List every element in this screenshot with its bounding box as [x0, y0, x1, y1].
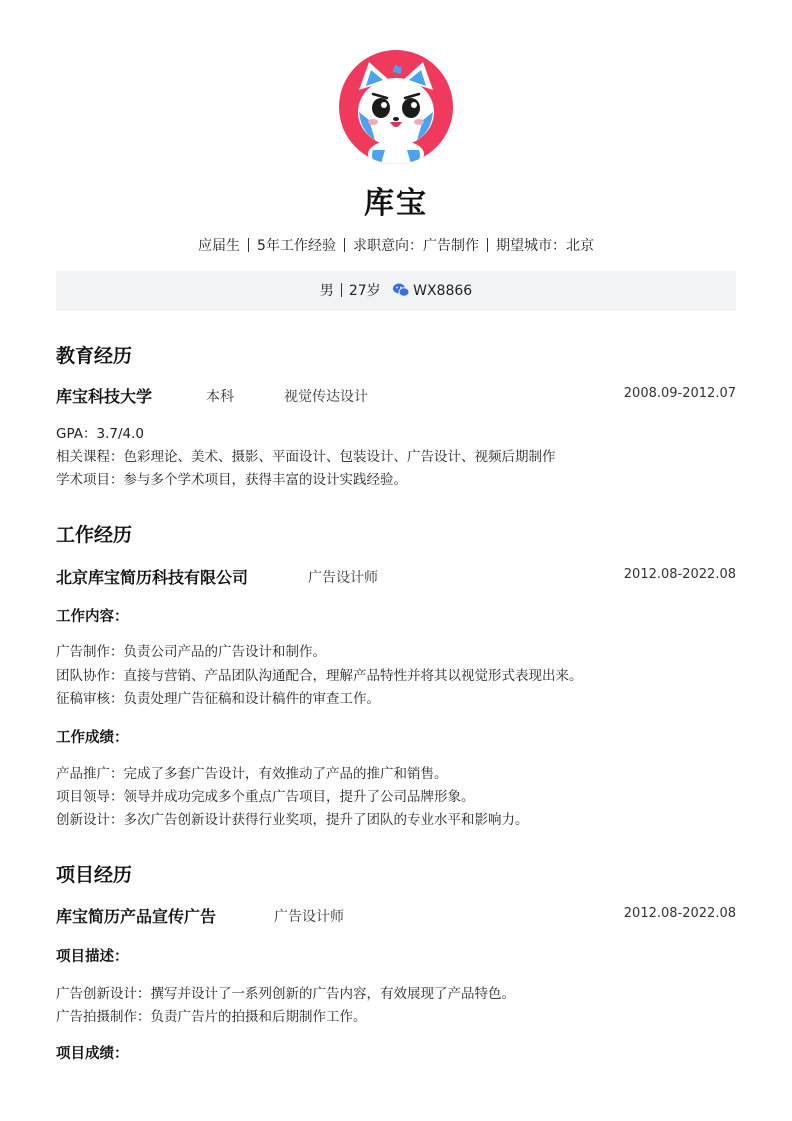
work-results-title: 工作成绩：	[56, 730, 129, 746]
expected-city-text: 期望城市：北京	[495, 238, 594, 254]
divider	[487, 238, 488, 252]
education-line: 相关课程：色彩理论、美术、摄影、平面设计、包装设计、广告设计、视频后期制作	[56, 449, 556, 465]
company-name: 北京库宝简历科技有限公司	[56, 568, 249, 587]
work-row	[56, 565, 736, 587]
work-result-line: 创新设计：多次广告创新设计获得行业奖项，提升了团队的专业水平和影响力。	[56, 812, 529, 828]
project-role: 广告设计师	[274, 909, 344, 925]
project-name: 库宝简历产品宣传广告	[56, 907, 217, 926]
cat-mascot-icon	[339, 50, 453, 164]
education-date: 2008.09-2012.07	[623, 386, 736, 401]
wechat-text: WX8866	[413, 283, 473, 299]
tagline	[0, 235, 792, 255]
work-section-title: 工作经历	[56, 524, 133, 546]
experience-text: 5年工作经验	[257, 238, 336, 254]
project-section-title: 项目经历	[56, 864, 133, 886]
project-desc-line: 广告拍摄制作：负责广告片的拍摄和后期制作工作。	[56, 1009, 367, 1025]
divider	[341, 283, 342, 297]
divider	[344, 238, 345, 252]
project-date: 2012.08-2022.08	[623, 906, 736, 921]
education-section-title: 教育经历	[56, 345, 133, 367]
education-row	[56, 384, 736, 406]
project-desc-line: 广告创新设计：撰写并设计了一系列创新的广告内容，有效展现了产品特色。	[56, 986, 515, 1002]
divider	[248, 238, 249, 252]
age-text: 27岁	[348, 283, 381, 299]
gender-text: 男	[319, 283, 334, 299]
candidate-name: 库宝	[364, 186, 428, 221]
school-name: 库宝科技大学	[56, 387, 153, 406]
work-content-line: 团队协作：直接与营销、产品团队沟通配合，理解产品特性并将其以视觉形式表现出来。	[56, 668, 583, 684]
avatar	[339, 50, 453, 164]
work-role: 广告设计师	[308, 570, 378, 586]
work-content-title: 工作内容：	[56, 609, 129, 625]
work-date: 2012.08-2022.08	[623, 567, 736, 582]
wechat-icon	[393, 283, 409, 297]
work-content-line: 征稿审核：负责处理广告征稿和设计稿件的审查工作。	[56, 691, 380, 707]
status-text: 应届生	[198, 238, 241, 254]
work-content-line: 广告制作：负责公司产品的广告设计和制作。	[56, 644, 326, 660]
work-result-line: 产品推广：完成了多套广告设计，有效推动了产品的推广和销售。	[56, 766, 448, 782]
education-line: 学术项目：参与多个学术项目，获得丰富的设计实践经验。	[56, 472, 407, 488]
personal-info-bar	[56, 271, 736, 311]
job-intention-text: 求职意向：广告制作	[352, 238, 479, 254]
work-result-line: 项目领导：领导并成功完成多个重点广告项目，提升了公司品牌形象。	[56, 789, 475, 805]
project-results-title: 项目成绩：	[56, 1046, 129, 1062]
degree-text: 本科	[206, 389, 234, 405]
project-row	[56, 904, 736, 926]
project-desc-title: 项目描述：	[56, 949, 129, 965]
education-line: GPA：3.7/4.0	[56, 426, 144, 442]
major-text: 视觉传达设计	[284, 389, 368, 405]
